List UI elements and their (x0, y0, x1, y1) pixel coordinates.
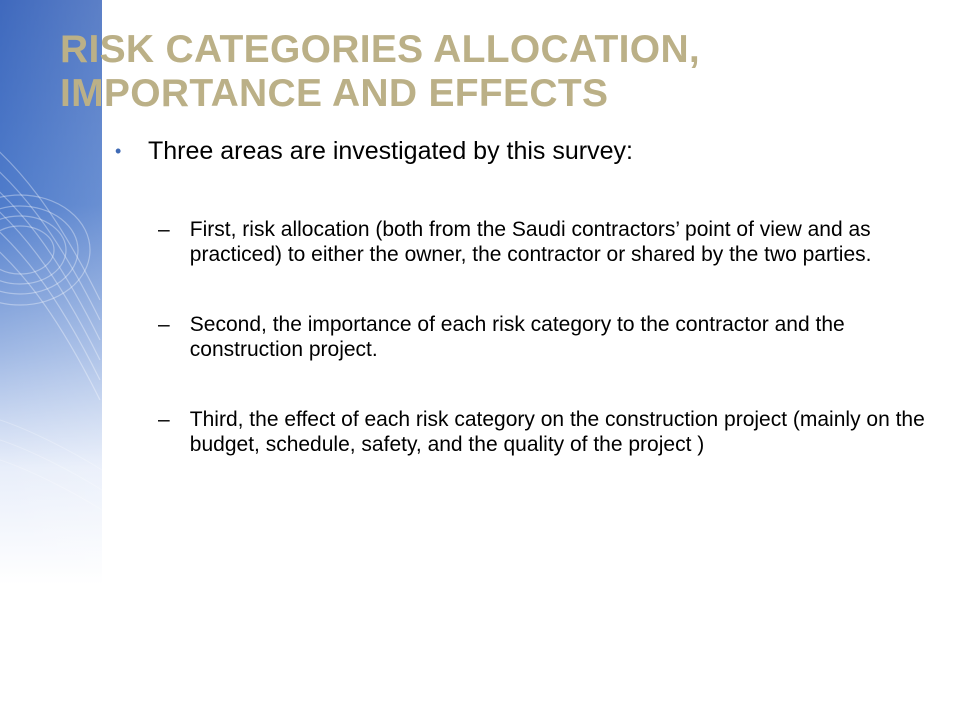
bullet-dot-icon: • (115, 141, 122, 161)
slide-title-line-2: IMPORTANCE AND EFFECTS (60, 72, 609, 115)
sub-bullet-item (158, 217, 945, 267)
main-bullet-text: Three areas are investigated by this survey: (148, 137, 633, 165)
slide-title-line-1: RISK CATEGORIES ALLOCATION, (60, 28, 701, 71)
slide-body (115, 135, 945, 502)
dash-icon: – (158, 218, 170, 241)
main-bullet (115, 135, 945, 167)
sub-bullet-text: Second, the importance of each risk category to the contractor and the construction project. (189, 313, 845, 361)
sub-bullet-text: Third, the effect of each risk category on the construction project (mainly on the budget, schedule, safety, and the quality of the project ) (189, 408, 925, 456)
sub-bullet-text: First, risk allocation (both from the Saudi contractors’ point of view and as practiced) to either the owner, the contractor or shared by the two parties. (189, 218, 872, 266)
sub-bullet-item (158, 312, 945, 362)
dash-icon: – (158, 408, 170, 431)
sub-bullet-item (158, 407, 945, 457)
dash-icon: – (158, 313, 170, 336)
sub-bullet-list (115, 217, 945, 457)
slide-title (60, 28, 940, 116)
